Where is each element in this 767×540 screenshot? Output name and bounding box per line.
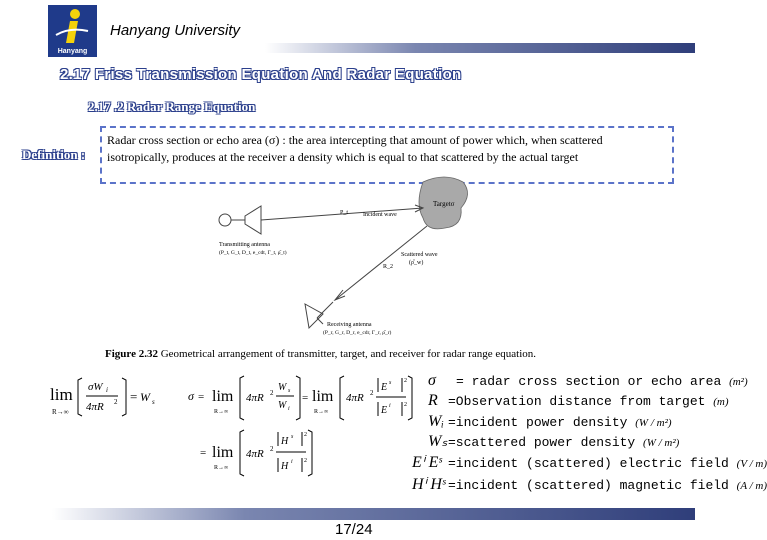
svg-text:2: 2 (114, 398, 118, 406)
pt-label: P_t (340, 210, 349, 216)
svg-text:i: i (389, 403, 391, 409)
caption-number: Figure 2.32 (105, 348, 158, 360)
svg-text:=: = (198, 391, 205, 403)
svg-text:R→∞: R→∞ (314, 409, 329, 415)
svg-text:2: 2 (304, 432, 307, 438)
radar-geometry-figure (205, 168, 485, 340)
svg-text:H: H (281, 461, 289, 472)
sigma-symbol: σ (188, 389, 194, 403)
scattered-wave-sub: (ρ̂_w) (409, 260, 424, 266)
slide-title: 2.17 Friss Transmission Equation And Radar Equation (60, 66, 462, 83)
transmit-params: (P_t, G_t, D_t, e_cdt, Γ_t, ρ̂_t) (219, 250, 287, 256)
ws-symbol: W (140, 390, 150, 404)
svg-text:2: 2 (404, 402, 407, 408)
lim-symbol: lim (50, 385, 73, 404)
svg-text:=: = (200, 447, 207, 459)
svg-text:=: = (302, 392, 309, 404)
svg-text:lim: lim (212, 444, 234, 461)
lim-subscript: R→∞ (52, 408, 69, 416)
equation-sigma-h-field (196, 424, 342, 480)
definition-label: Definition : (22, 147, 86, 162)
svg-text:s: s (288, 388, 291, 394)
university-logo (48, 5, 97, 57)
definition-text: Radar cross section or echo area (σ) : the area intercepting that amount of power which, when scattered isotropically, produces at the receiver a density which is equal to that scattered by the actual target (107, 133, 603, 164)
lim-symbol-2: lim (212, 388, 234, 405)
incident-wave-label: Incident wave (363, 212, 397, 218)
symbol-definitions (412, 372, 767, 497)
section-subtitle: 2.17 .2 Radar Range Equation (88, 99, 256, 114)
svg-text:H: H (281, 436, 289, 447)
header-divider-bar (265, 43, 695, 53)
svg-text:i: i (288, 406, 290, 412)
svg-text:R→∞: R→∞ (214, 465, 229, 471)
university-name: Hanyang University (110, 22, 241, 39)
r2-label: R_2 (383, 264, 394, 270)
scattered-wave-label: Scattered wave (401, 252, 438, 258)
svg-text:W: W (278, 400, 287, 411)
receive-antenna-label: Receiving antenna (327, 322, 372, 328)
definition-row-wi: Wᵢ =incident power density (W / m²) (428, 413, 672, 430)
receive-params: (P_r, G_r, D_r, e_cdr, Γ_r, ρ̂_r) (323, 330, 392, 336)
caption-text: Geometrical arrangement of transmitter, target, and receiver for radar range equation. (157, 348, 537, 360)
svg-text:σW: σW (88, 381, 103, 393)
equals-sign: = (130, 389, 138, 404)
figure-caption (105, 348, 536, 360)
svg-text:s: s (152, 398, 155, 406)
svg-text:lim: lim (312, 388, 334, 405)
svg-text:s: s (389, 380, 392, 386)
svg-text:i: i (106, 386, 108, 394)
fourpi-r2: 4πR (86, 401, 104, 413)
equation-limit-ws (48, 372, 160, 420)
svg-text:4πR: 4πR (246, 392, 264, 404)
svg-text:W: W (278, 382, 287, 393)
svg-text:4πR: 4πR (346, 392, 364, 404)
svg-text:2: 2 (270, 389, 274, 397)
svg-text:2: 2 (270, 445, 274, 453)
transmit-antenna-label: Transmitting antenna (219, 242, 270, 248)
svg-text:R→∞: R→∞ (214, 409, 229, 415)
svg-text:4πR: 4πR (246, 448, 264, 460)
page-number: 17/24 (335, 521, 373, 538)
definition-row-h-field: Hⁱ Hˢ =incident (scattered) magnetic field (A / m) (412, 476, 767, 493)
svg-text:E: E (381, 382, 388, 393)
footer-divider-bar (52, 508, 695, 520)
logo-text: Hanyang (57, 48, 88, 55)
svg-text:2: 2 (370, 389, 374, 397)
definition-row-r: R =Observation distance from target (m) (428, 392, 729, 409)
definition-row-sigma: σ = radar cross section or echo area (m²) (428, 372, 748, 389)
svg-text:E: E (381, 405, 388, 416)
svg-text:s: s (291, 434, 294, 440)
svg-text:2: 2 (404, 378, 407, 384)
equation-sigma-limits (188, 370, 418, 424)
svg-text:2: 2 (304, 458, 307, 464)
svg-text:i: i (291, 459, 293, 465)
definition-row-e-field: Eⁱ Eˢ =incident (scattered) electric field (V / m) (412, 454, 767, 471)
definition-row-ws: Wₛ=scattered power density (W / m²) (428, 433, 680, 450)
target-label: Targetσ (433, 200, 455, 208)
